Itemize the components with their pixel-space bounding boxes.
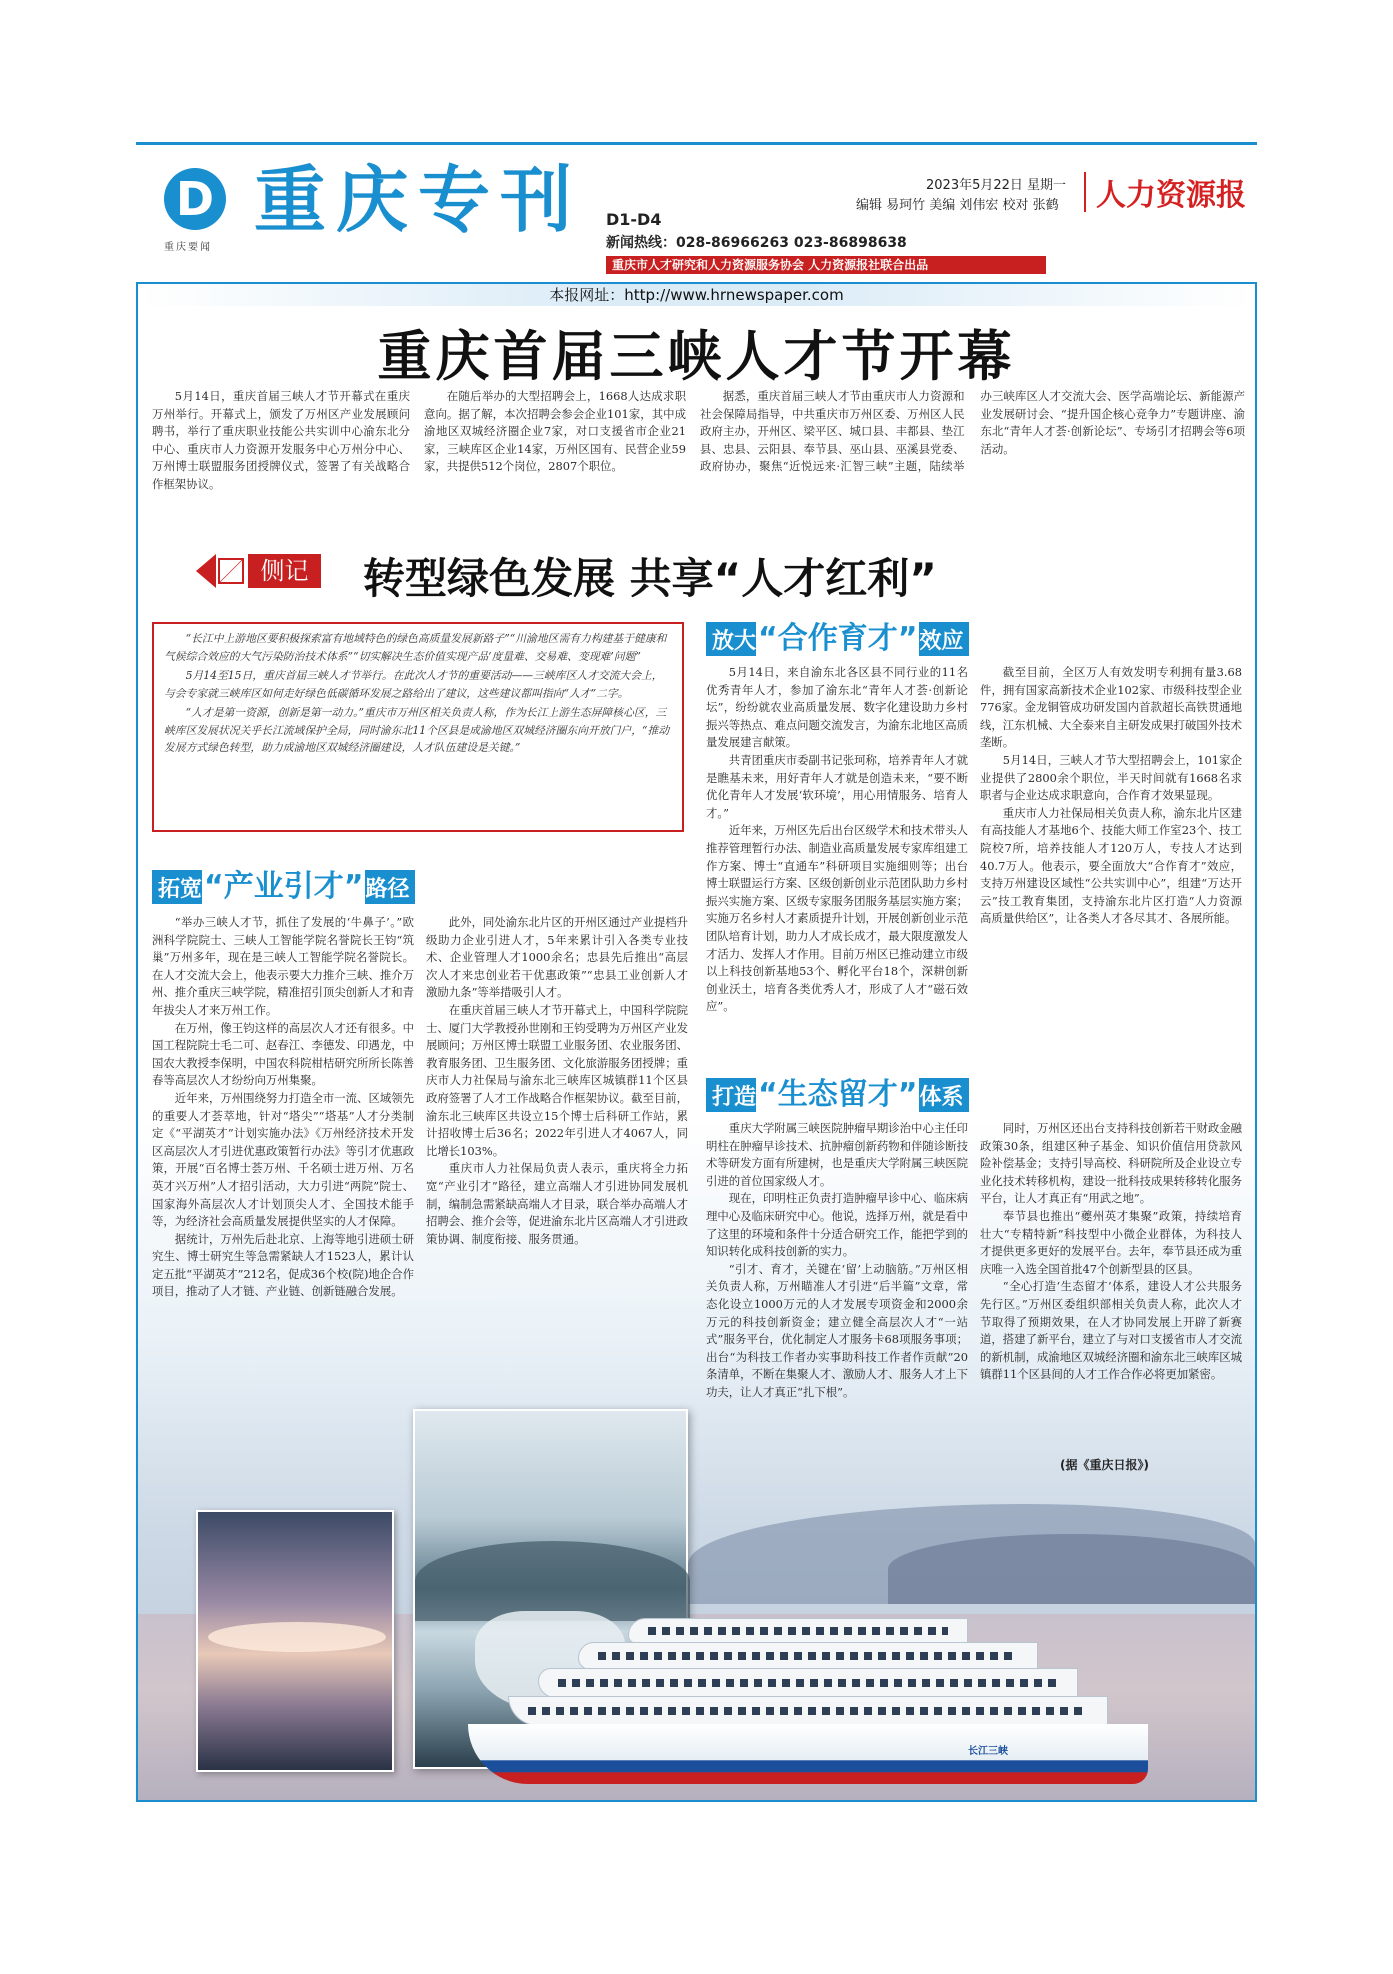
- subhead-cooperation: [706, 622, 969, 656]
- lead-column-2: [424, 388, 686, 528]
- subhead-suffix: 效应: [919, 629, 964, 654]
- sidebar-intro-box: [152, 622, 684, 832]
- subhead-suffix: 路径: [365, 877, 410, 902]
- ship-windows: [648, 1627, 948, 1635]
- main-headline: 重庆首届三峡人才节开幕: [377, 325, 1016, 388]
- body-paragraph: 在万州，像王钧这样的高层次人才还有很多。中国工程院院士毛二可、赵春江、李德发、印遇龙，中国农大教授李保明，中国农科院柑桔研究所所长陈善春等高层次人才纷纷向万州集聚。: [152, 1020, 414, 1088]
- subhead-highlight: “合作育才”: [758, 621, 918, 656]
- lead-column-1: [152, 388, 410, 528]
- body-paragraph: 在重庆首届三峡人才节开幕式上，中国科学院院士、厦门大学教授孙世刚和王钧受聘为万州区产业发展顾问；万州区博士联盟工业服务团、农业服务团、教育服务团、卫生服务团、文化旅游服务团授牌；重庆市人力社保局与渝东北三峡库区城镇群11个区县政府签署了人才工作战略合作框架协议。截至目前，渝东北三峡库区共设立15个博士后科研工作站，累计招收博士后36名；2022年引进人才4067人，同比增长103%。: [426, 1002, 688, 1158]
- masthead-divider: [1084, 172, 1086, 212]
- body-paragraph: 重庆市人力社保局相关负责人称，渝东北片区建有高技能人才基地6个、技能大师工作室23个、技工院校7所，培养技能人才120万人，专技人才达到40.7万人。他表示，要全面放大“合作育才”效应，支持万州建设区域性“公共实训中心”，组建“万达开云”技工教育集团，支持渝东北片区打造“人力资源高质量供给区”，让各类人才各尽其才、各展所能。: [980, 805, 1242, 926]
- slash-icon: [218, 558, 244, 584]
- body-paragraph: 现在，印明柱正负责打造肿瘤早诊中心、临床病理中心及临床研究中心。他说，选择万州，就是看中了这里的环境和条件十分适合研究工作，能把学到的知识转化成科技创新的实力。: [706, 1191, 968, 1259]
- body-paragraph: 近年来，万州围绕努力打造全市一流、区域领先的重要人才荟萃地，针对“塔尖”“塔基”人才分类制定《“平湖英才”计划实施办法》《万州经济技术开发区高层次人才引进优惠政策暂行办法》等引才优惠政策，开展“百名博士荟万州、千名硕士进万州、万名英才兴万州”人才招引活动，大力引进“两院”院士、国家海外高层次人才计划顶尖人才、全国技术能手等，为经济社会高质量发展提供坚实的人才保障。: [152, 1090, 414, 1229]
- ecology-column-2: [980, 1120, 1242, 1450]
- section-logo-badge: D: [164, 168, 226, 230]
- news-hotline: 新闻热线：028-86966263 023-86898638: [606, 235, 907, 251]
- tag-label: 侧记: [248, 554, 321, 588]
- subhead-highlight: “生态留才”: [758, 1077, 918, 1112]
- body-paragraph: 截至目前，全区万人有效发明专利拥有量3.68件，拥有国家高新技术企业102家、市级科技型企业776家。金龙铜管成功研发国内首款超长高铁贯通地线，江东机械、大全泰来自主研发成果打破国外技术垄断。: [980, 665, 1242, 750]
- body-paragraph: 共青团重庆市委副书记张珂称，培养青年人才就是瞧基未来，用好青年人才就是创造未来，“要不断优化青年人才发展‘软环境’，用心用情服务、培育人才。”: [706, 752, 968, 820]
- body-paragraph: 同时，万州区还出台支持科技创新若干财政金融政策30条，组建区种子基金、知识价值信用贷款风险补偿基金；支持引导高校、科研院所及企业设立专业化技术转移机构，建设一批科技成果转移转化服务平台，让人才真正有“用武之地”。: [980, 1121, 1242, 1206]
- tag-arrow-icon: [196, 554, 216, 588]
- body-paragraph: “举办三峡人才节，抓住了发展的‘牛鼻子’。”欧洲科学院院士、三峡人工智能学院名誉院长王钧“筑巢”万州多年，现在是三峡人工智能学院名誉院长。在人才交流大会上，他表示要大力推介三峡、推介万州、推介重庆三峡学院，精准招引顶尖创新人才和青年拔尖人才来万州工作。: [152, 915, 414, 1017]
- source-credit: (据《重庆日报》): [1060, 1458, 1149, 1472]
- subhead-prefix: 放大: [712, 629, 757, 654]
- top-rule: [136, 142, 1257, 145]
- mountain-backdrop: [688, 1484, 1255, 1604]
- page-range: D1-D4: [606, 210, 662, 229]
- industry-column-2: [426, 914, 688, 1364]
- lead-paragraph: 5月14日，重庆首届三峡人才节开幕式在重庆万州举行。开幕式上，颁发了万州区产业发展顾问聘书，举行了重庆职业技能公共实训中心渝东北分中心、重庆市人力资源开发服务中心万州分中心、万州博士联盟服务团授牌仪式，签署了有关战略合作框架协议。: [152, 389, 410, 491]
- editor-credits: 编辑 易珂竹 美编 刘伟宏 校对 张鹤: [856, 198, 1059, 213]
- issue-date: 2023年5月22日 星期一: [926, 178, 1067, 193]
- mountain-cloud-photo: [196, 1510, 394, 1772]
- ship-windows: [528, 1707, 1088, 1715]
- subhead-prefix: 打造: [712, 1085, 757, 1110]
- subhead-highlight: “产业引才”: [204, 869, 364, 904]
- lead-column-3: [700, 388, 1245, 528]
- lead-paragraph: 在随后举办的大型招聘会上，1668人达成求职意向。据了解，本次招聘会参会企业101家，其中成渝地区双城经济圈企业7家，对口支援省市企业21家，三峡库区企业14家，万州区国有、民营企业59家，共提供512个岗位，2807个职位。: [424, 389, 686, 474]
- mountain-ridge: [888, 1534, 1255, 1604]
- newspaper-page: [136, 142, 1257, 1802]
- body-paragraph: 此外，同处渝东北片区的开州区通过产业提档升级助力企业引进人才，5年来累计引入各类专业技术、企业管理人才1000余名；忠县先后推出“高层次人才来忠创业若干优惠政策”“忠县工业创新人才激励九条”等举措吸引人才。: [426, 915, 688, 1000]
- body-paragraph: 5月14日，三峡人才节大型招聘会上，101家企业提供了2800余个职位，半天时间就有1668名求职者与企业达成求职意向，合作育才效果显现。: [980, 752, 1242, 803]
- section-logo-subtitle: 重庆要闻: [164, 242, 212, 253]
- body-paragraph: 5月14日，来自渝东北各区县不同行业的11名优秀青年人才，参加了渝东北“青年人才荟·创新论坛”，纷纷就农业高质量发展、数字化建设助力乡村振兴等热点、难点问题交流发言，为渝东北地区高质量发展建言献策。: [706, 665, 968, 750]
- ship-name: 长江三峡: [968, 1746, 1008, 1757]
- ecology-column-1: [706, 1120, 968, 1450]
- intro-paragraph: 5月14至15日，重庆首届三峡人才节举行。在此次人才节的重要活动——三峡库区人才交流大会上，与会专家就三峡库区如何走好绿色低碳循环发展之路给出了建议，这些建议都叫指向“人才”二字。: [164, 669, 663, 700]
- subhead-prefix: 拓宽: [158, 877, 203, 902]
- body-paragraph: “引才、育才，关键在‘留’上动脑筋。”万州区相关负责人称，万州瞄准人才引进“后半篇”文章，常态化设立1000万元的人才发展专项资金和2000余万元的科技创新资金；建立健全高层次人才“一站式”服务平台，优化制定人才服务卡68项服务事项；出台“为科技工作者办实事助科技工作者作贡献”20条清单，不断在集聚人才、激励人才、服务人才上下功夫，让人才真正“扎下根”。: [706, 1261, 968, 1399]
- intro-paragraph: “人才是第一资源，创新是第一动力。”重庆市万州区相关负责人称，作为长江上游生态屏障核心区，三峡库区发展状况关乎长江流域保护全局，同时渝东北11个区县是成渝地区双城经济圈东向开放门户，“推动发展方式绿色转型，助力成渝地区双城经济圈建设，人才队伍建设是关键。”: [164, 706, 670, 754]
- sidebar-tag: [196, 554, 321, 588]
- subhead-ecology: [706, 1078, 969, 1112]
- body-paragraph: 重庆市人力社保局负责人表示，重庆将全力拓宽“产业引才”路径，建立高端人才引进协同发展机制，编制急需紧缺高端人才目录，联合举办高端人才招聘会、推介会等，促进渝东北片区高端人才引进政策协调、制度衔接、服务贯通。: [426, 1161, 688, 1246]
- ship-windows: [598, 1652, 1018, 1660]
- body-paragraph: 近年来，万州区先后出台区级学术和技术带头人推荐管理暂行办法、制造业高质量发展专家库组建工作方案、博士“直通车”科研项目实施细则等；出台博士联盟运行方案、区级创新创业示范团队助力乡村振兴实施方案、区级专家服务团服务基层实施方案；实施万名乡村人才素质提升计划，开展创新创业示范团队培育计划，助力人才成长成才，最大限度激发人才活力、发挥人才作用。目前万州区已推动建立市级以上科技创新基地53个、孵化平台18个，深耕创新创业沃土，培育各类优秀人才，形成了人才“磁石效应”。: [706, 823, 968, 1014]
- body-paragraph: 据统计，万州先后赴北京、上海等地引进硕士研究生、博士研究生等急需紧缺人才1523人，累计认定五批“平湖英才”212名，促成36个校(院)地企合作项目，推动了人才链、产业链、创新链融合发展。: [152, 1231, 414, 1299]
- cruise-ship-image: [468, 1604, 1168, 1802]
- newspaper-name: 人力资源报: [1096, 178, 1246, 213]
- publisher-band: 重庆市人才研究和人力资源服务协会 人力资源报社联合出品: [606, 256, 1046, 274]
- body-paragraph: 重庆大学附属三峡医院肿瘤早期诊治中心主任印明柱在肿瘤早诊技术、抗肿瘤创新药物和伴随诊断技术等研发方面有所建树，也是重庆大学附属三峡医院引进的首位国家级人才。: [706, 1121, 968, 1188]
- article-frame: [136, 282, 1257, 1802]
- body-paragraph: “全心打造‘生态留才’体系，建设人才公共服务先行区。”万州区委组织部相关负责人称，此次人才节取得了预期效果，在人才协同发展上开辟了新赛道，搭建了新平台，建立了与对口支援省市人才交流的新机制，成渝地区双城经济圈和渝东北三峡库区城镇群11个区县间的人才工作合作必将更加紧密。: [980, 1279, 1242, 1382]
- subhead-industry: [152, 870, 415, 904]
- subhead-suffix: 体系: [919, 1085, 964, 1110]
- website-link[interactable]: 本报网址：http://www.hrnewspaper.com: [138, 284, 1255, 306]
- body-paragraph: 奉节县也推出“夔州英才集聚”政策，持续培育壮大“专精特新”科技型中小微企业群体，为科技人才提供更多更好的发展平台。去年，奉节县还成为重庆唯一入选全国首批47个创新型县的区县。: [980, 1208, 1242, 1276]
- section-title: 重庆专刊: [254, 158, 583, 242]
- cooperation-column-2: [980, 664, 1242, 1064]
- cooperation-column-1: [706, 664, 968, 1064]
- intro-paragraph: “长江中上游地区要积极探索富有地域特色的绿色高质量发展新路子”“川渝地区需有力构建基于健康和气候综合效应的大气污染防治技术体系”“切实解决生态价值实现产品‘度量难、交易难、变现难’问题”: [164, 632, 667, 663]
- ship-hull: [468, 1724, 1148, 1784]
- sidebar-headline: 转型绿色发展 共享“人才红利”: [363, 554, 937, 603]
- ship-windows: [558, 1679, 1058, 1687]
- industry-column-1: [152, 914, 414, 1364]
- cloud-band: [208, 1622, 386, 1652]
- lead-paragraph: 据悉，重庆首届三峡人才节由重庆市人力资源和社会保障局指导，中共重庆市万州区委、万州区人民政府主办，开州区、梁平区、城口县、丰都县、垫江县、忠县、云阳县、奉节县、巫山县、巫溪县党委、政府协办，聚焦“近悦远来·汇智三峡”主题，陆续举办三峡库区人才交流大会、医学高端论坛、新能源产业发展研讨会、“提升国企核心竞争力”专题讲座、渝东北“青年人才荟·创新论坛”、专场引才招聘会等6项活动。: [700, 389, 1245, 474]
